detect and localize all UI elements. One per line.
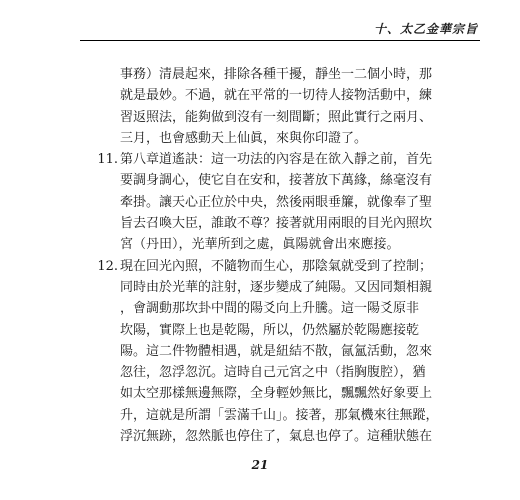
list-item-12	[97, 256, 439, 448]
item-number: 11.	[97, 152, 118, 168]
text-line: 宮（丹田），光華所到之處，眞陽就會出來應接。	[120, 237, 400, 253]
text-line: 旨去召喚大臣，誰敢不尊？接著就用兩眼的目光內照坎	[120, 216, 433, 232]
text-line: 要調身調心，使它自在安和，接著放下萬緣，絲毫沒有	[120, 173, 433, 189]
text-line: 第八章道遙訣：這一功法的內容是在欲入靜之前，首先	[120, 152, 433, 168]
running-header	[0, 0, 520, 50]
text-line: 習返照法，能夠做到沒有一刻間斷；照此實行之兩月、	[120, 109, 433, 125]
page-body	[97, 64, 439, 447]
text-line: 坎陽，實際上也是乾陽，所以，仍然屬於乾陽應接乾	[120, 322, 420, 338]
text-line: 牽掛。讓天心正位於中央，然後兩眼垂簾，就像奉了聖	[120, 194, 433, 210]
list-item-11	[97, 149, 433, 255]
text-line: 忽往，忽浮忽沉。這時自己元宮之中（指胸腹腔），猶	[120, 365, 426, 381]
text-line: 如太空那樣無邊無際，全身輕妙無比，飄飄然好象要上	[120, 386, 433, 402]
header-rule	[80, 40, 480, 41]
text-line: 升，這就是所謂「雲滿千山」。接著，那氣機來往無蹤，	[120, 407, 439, 423]
item-number: 12.	[97, 258, 118, 274]
text-line: 三月，也會感動天上仙眞，來與你印證了。	[120, 130, 368, 146]
page-number: 21	[251, 458, 269, 472]
text-line: 同時由於光華的註射，逐步變成了純陽。又因同類相親	[120, 279, 433, 295]
text-line: 浮沉無跡，忽然脈也停住了，氣息也停了。這種狀態在	[120, 429, 433, 445]
text-line: 事務）清晨起來，排除各種干擾，靜坐一二個小時，那	[120, 67, 433, 82]
continuation-paragraph	[120, 64, 433, 149]
text-line: 陽。這二件物體相遇，就是紐結不散，氤氳活動，忽來	[120, 343, 433, 359]
text-line: 就是最妙。不過，就在平常的一切待人接物活動中，練	[120, 88, 433, 104]
text-line: ，會調動那坎卦中間的陽爻向上升騰。這一陽爻原非	[120, 301, 420, 317]
chapter-title: 十、太乙金華宗旨	[373, 22, 478, 36]
text-line: 現在回光內照，不隨物而生心，那陰氣就受到了控制；	[120, 258, 433, 274]
